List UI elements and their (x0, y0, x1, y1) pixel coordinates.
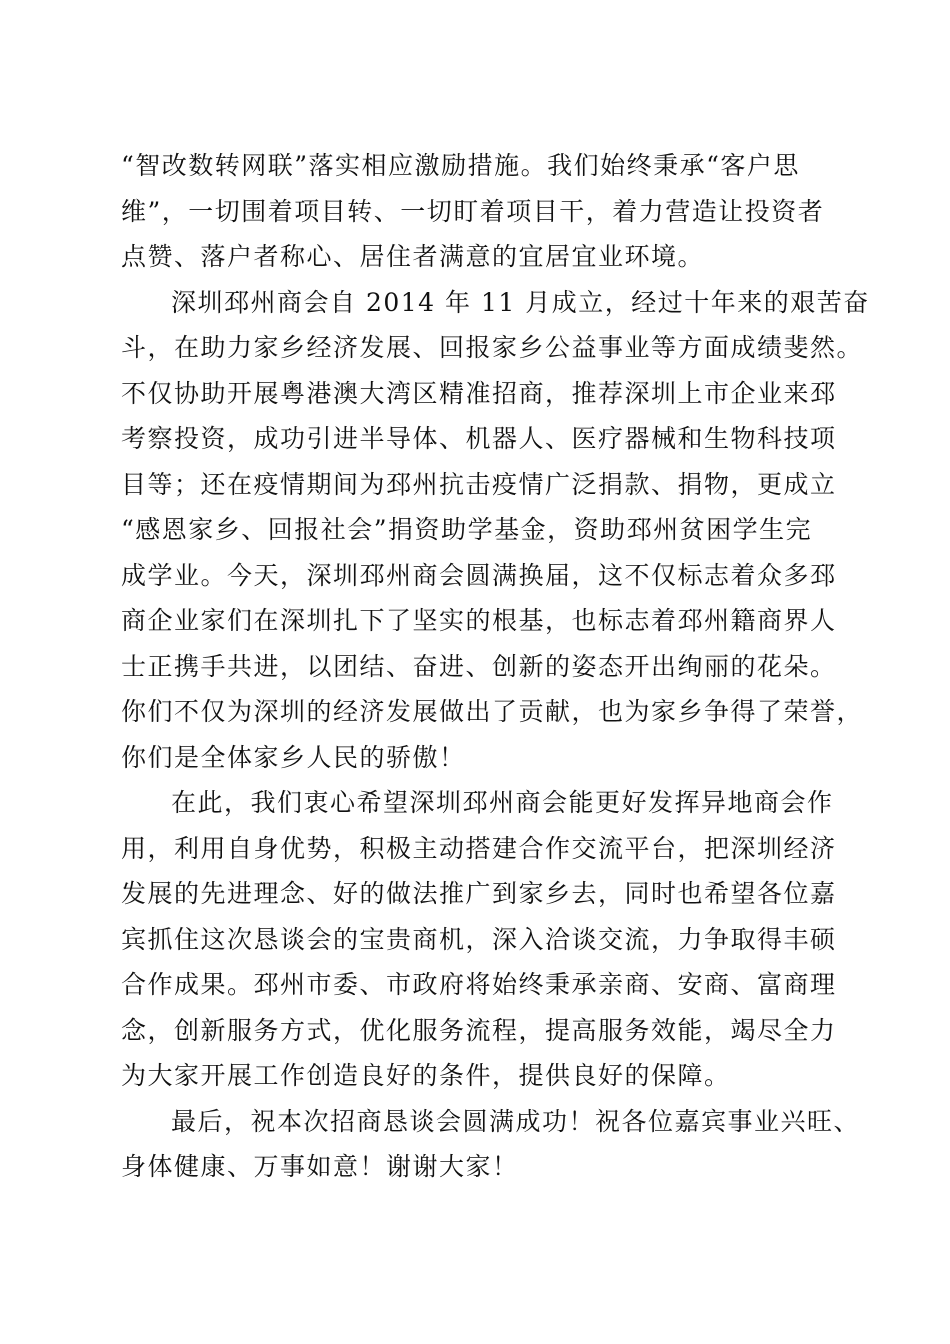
text-line: 发展的先进理念、好的做法推广到家乡去，同时也希望各位嘉 (121, 879, 837, 908)
text-line: 用，利用自身优势，积极主动搭建合作交流平台，把深圳经济 (121, 833, 837, 863)
text-line: 你们是全体家乡人民的骄傲！ (121, 742, 466, 772)
text-line: 为大家开展工作创造良好的条件，提供良好的保障。 (121, 1061, 731, 1090)
paragraph-3 (121, 780, 841, 1099)
text-line: 目等；还在疫情期间为邳州抗击疫情广泛捐款、捐物，更成立 (121, 469, 837, 499)
text-line: 成学业。今天，深圳邳州商会圆满换届，这不仅标志着众多邳 (121, 560, 837, 590)
text-line: 身体健康、万事如意！谢谢大家！ (121, 1152, 519, 1181)
paragraph-4 (121, 1099, 861, 1190)
document-body (121, 143, 870, 1190)
text-line: 深圳邳州商会自 2014 年 11 月成立，经过十年来的艰苦奋 (171, 287, 870, 317)
text-line: 点赞、落户者称心、居住者满意的宜居宜业环境。 (121, 242, 705, 271)
text-line: 斗，在助力家乡经济发展、回报家乡公益事业等方面成绩斐然。 (121, 333, 864, 362)
text-line: 念，创新服务方式，优化服务流程，提高服务效能，竭尽全力 (121, 1015, 837, 1045)
text-line: 你们不仅为深圳的经济发展做出了贡献，也为家乡争得了荣誉， (121, 697, 864, 726)
text-line: 士正携手共进，以团结、奋进、创新的姿态开出绚丽的花朵。 (121, 651, 837, 681)
text-line: 不仅协助开展粤港澳大湾区精准招商，推荐深圳上市企业来邳 (121, 378, 837, 408)
text-line: 在此，我们衷心希望深圳邳州商会能更好发挥异地商会作 (171, 788, 834, 817)
paragraph-2 (121, 280, 870, 781)
text-line: 合作成果。邳州市委、市政府将始终秉承亲商、安商、富商理 (121, 970, 837, 999)
text-line: “智改数转网联”落实相应激励措施。我们始终秉承“客户思 (121, 151, 800, 180)
paragraph-1 (121, 143, 841, 280)
text-line: 最后，祝本次招商恳谈会圆满成功！祝各位嘉宾事业兴旺、 (171, 1106, 861, 1136)
text-line: 维”，一切围着项目转、一切盯着项目干，着力营造让投资者 (121, 196, 825, 226)
text-line: “感恩家乡、回报社会”捐资助学基金，资助邳州贫困学生完 (121, 515, 813, 544)
text-line: 商企业家们在深圳扎下了坚实的根基，也标志着邳州籍商界人 (121, 606, 837, 635)
text-line: 考察投资，成功引进半导体、机器人、医疗器械和生物科技项 (121, 424, 837, 453)
text-line: 宾抓住这次恳谈会的宝贵商机，深入洽谈交流，力争取得丰硕 (121, 924, 837, 954)
